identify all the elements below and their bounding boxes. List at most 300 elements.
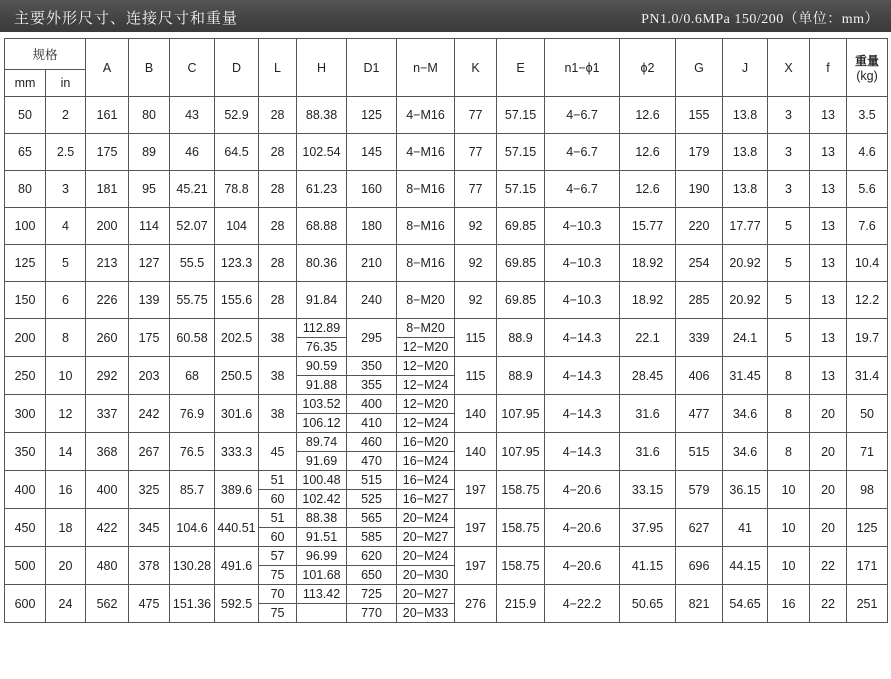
table-cell: 20−M27 bbox=[397, 528, 455, 547]
table-cell: 18.92 bbox=[620, 245, 676, 282]
table-cell: 28 bbox=[259, 97, 297, 134]
table-cell: 50.65 bbox=[620, 585, 676, 623]
table-row bbox=[5, 171, 888, 208]
table-cell: 20−M30 bbox=[397, 566, 455, 585]
table-cell: 10.4 bbox=[847, 245, 888, 282]
table-cell: 91.69 bbox=[297, 452, 347, 471]
table-cell: 4−14.3 bbox=[545, 357, 620, 395]
table-cell: 4−10.3 bbox=[545, 208, 620, 245]
table-cell: 4−20.6 bbox=[545, 547, 620, 585]
table-cell: 77 bbox=[455, 134, 497, 171]
table-cell: 12 bbox=[46, 395, 86, 433]
table-cell: 422 bbox=[86, 509, 129, 547]
header-spec: 规格 bbox=[5, 39, 86, 70]
table-cell: 150 bbox=[5, 282, 46, 319]
table-row bbox=[5, 547, 888, 566]
table-cell: 12.6 bbox=[620, 134, 676, 171]
table-cell: 4−10.3 bbox=[545, 282, 620, 319]
table-row bbox=[5, 433, 888, 452]
table-cell: 158.75 bbox=[497, 547, 545, 585]
table-cell: 115 bbox=[455, 357, 497, 395]
table-cell: 525 bbox=[347, 490, 397, 509]
table-cell: 6 bbox=[46, 282, 86, 319]
table-cell: 37.95 bbox=[620, 509, 676, 547]
table-cell: 3 bbox=[768, 171, 810, 208]
table-cell: 20 bbox=[810, 471, 847, 509]
table-cell: 92 bbox=[455, 282, 497, 319]
table-cell: 389.6 bbox=[215, 471, 259, 509]
table-cell: 75 bbox=[259, 604, 297, 623]
table-cell: 515 bbox=[676, 433, 723, 471]
table-cell: 220 bbox=[676, 208, 723, 245]
header-col: L bbox=[259, 39, 297, 97]
table-cell: 145 bbox=[347, 134, 397, 171]
table-cell: 31.4 bbox=[847, 357, 888, 395]
table-cell: 20 bbox=[810, 509, 847, 547]
table-cell: 16 bbox=[46, 471, 86, 509]
table-cell: 725 bbox=[347, 585, 397, 604]
table-cell: 70 bbox=[259, 585, 297, 604]
table-cell: 254 bbox=[676, 245, 723, 282]
table-cell: 378 bbox=[129, 547, 170, 585]
table-cell: 57.15 bbox=[497, 97, 545, 134]
table-cell: 127 bbox=[129, 245, 170, 282]
table-cell: 102.54 bbox=[297, 134, 347, 171]
table-cell: 4.6 bbox=[847, 134, 888, 171]
table-cell: 52.9 bbox=[215, 97, 259, 134]
table-cell: 3.5 bbox=[847, 97, 888, 134]
table-cell: 158.75 bbox=[497, 509, 545, 547]
table-cell: 477 bbox=[676, 395, 723, 433]
table-cell: 406 bbox=[676, 357, 723, 395]
table-cell: 5 bbox=[46, 245, 86, 282]
table-row bbox=[5, 245, 888, 282]
table-cell: 76.5 bbox=[170, 433, 215, 471]
table-cell: 38 bbox=[259, 319, 297, 357]
table-cell: 13 bbox=[810, 171, 847, 208]
table-cell: 250 bbox=[5, 357, 46, 395]
table-cell: 292 bbox=[86, 357, 129, 395]
table-cell: 210 bbox=[347, 245, 397, 282]
table-cell: 350 bbox=[347, 357, 397, 376]
table-cell: 627 bbox=[676, 509, 723, 547]
table-cell: 33.15 bbox=[620, 471, 676, 509]
table-cell: 12−M20 bbox=[397, 395, 455, 414]
table-cell: 8−M16 bbox=[397, 245, 455, 282]
table-cell: 4 bbox=[46, 208, 86, 245]
header-col: G bbox=[676, 39, 723, 97]
table-cell: 31.6 bbox=[620, 433, 676, 471]
table-cell: 104.6 bbox=[170, 509, 215, 547]
table-cell: 12−M20 bbox=[397, 357, 455, 376]
table-cell: 197 bbox=[455, 547, 497, 585]
table-cell: 3 bbox=[768, 97, 810, 134]
table-cell: 155 bbox=[676, 97, 723, 134]
table-cell: 12−M20 bbox=[397, 338, 455, 357]
table-cell: 102.42 bbox=[297, 490, 347, 509]
table-cell: 103.52 bbox=[297, 395, 347, 414]
table-cell: 203 bbox=[129, 357, 170, 395]
table-cell: 91.88 bbox=[297, 376, 347, 395]
table-cell: 4−6.7 bbox=[545, 97, 620, 134]
table-cell: 69.85 bbox=[497, 282, 545, 319]
table-row bbox=[5, 585, 888, 604]
dimension-table bbox=[4, 38, 888, 623]
table-cell: 80 bbox=[129, 97, 170, 134]
header-col: A bbox=[86, 39, 129, 97]
header-col: B bbox=[129, 39, 170, 97]
table-cell: 95 bbox=[129, 171, 170, 208]
table-cell: 22 bbox=[810, 585, 847, 623]
table-cell: 13 bbox=[810, 282, 847, 319]
table-cell: 5 bbox=[768, 282, 810, 319]
table-cell: 20−M33 bbox=[397, 604, 455, 623]
table-cell: 20−M24 bbox=[397, 547, 455, 566]
table-cell: 197 bbox=[455, 509, 497, 547]
table-cell: 20−M24 bbox=[397, 509, 455, 528]
table-cell: 45 bbox=[259, 433, 297, 471]
table-cell: 155.6 bbox=[215, 282, 259, 319]
table-cell: 13 bbox=[810, 245, 847, 282]
table-cell: 61.23 bbox=[297, 171, 347, 208]
table-cell: 69.85 bbox=[497, 245, 545, 282]
table-cell: 13.8 bbox=[723, 171, 768, 208]
table-cell: 113.42 bbox=[297, 585, 347, 604]
header-weight-unit: (kg) bbox=[856, 69, 878, 83]
table-cell: 8−M16 bbox=[397, 208, 455, 245]
table-cell: 13 bbox=[810, 208, 847, 245]
table-row bbox=[5, 97, 888, 134]
table-cell: 57.15 bbox=[497, 171, 545, 208]
table-cell: 460 bbox=[347, 433, 397, 452]
table-cell: 160 bbox=[347, 171, 397, 208]
table-cell: 2.5 bbox=[46, 134, 86, 171]
table-cell: 197 bbox=[455, 471, 497, 509]
table-cell: 19.7 bbox=[847, 319, 888, 357]
table-cell: 13 bbox=[810, 97, 847, 134]
table-cell: 106.12 bbox=[297, 414, 347, 433]
table-cell: 7.6 bbox=[847, 208, 888, 245]
table-cell: 821 bbox=[676, 585, 723, 623]
table-cell: 339 bbox=[676, 319, 723, 357]
table-cell: 4−14.3 bbox=[545, 433, 620, 471]
table-cell: 4−14.3 bbox=[545, 319, 620, 357]
table-cell: 10 bbox=[768, 547, 810, 585]
table-cell: 52.07 bbox=[170, 208, 215, 245]
table-cell: 440.51 bbox=[215, 509, 259, 547]
table-cell: 107.95 bbox=[497, 433, 545, 471]
table-cell: 16−M24 bbox=[397, 471, 455, 490]
table-cell: 285 bbox=[676, 282, 723, 319]
table-cell: 125 bbox=[5, 245, 46, 282]
table-cell: 696 bbox=[676, 547, 723, 585]
table-cell: 250.5 bbox=[215, 357, 259, 395]
table-cell: 181 bbox=[86, 171, 129, 208]
table-cell: 107.95 bbox=[497, 395, 545, 433]
table-cell: 12−M24 bbox=[397, 414, 455, 433]
table-cell: 44.15 bbox=[723, 547, 768, 585]
table-cell: 620 bbox=[347, 547, 397, 566]
table-cell bbox=[297, 604, 347, 623]
table-cell: 5.6 bbox=[847, 171, 888, 208]
header-col: K bbox=[455, 39, 497, 97]
table-cell: 28 bbox=[259, 171, 297, 208]
table-cell: 20 bbox=[46, 547, 86, 585]
table-cell: 215.9 bbox=[497, 585, 545, 623]
table-cell: 180 bbox=[347, 208, 397, 245]
table-cell: 51 bbox=[259, 509, 297, 528]
table-cell: 202.5 bbox=[215, 319, 259, 357]
table-body bbox=[5, 97, 888, 623]
table-cell: 77 bbox=[455, 171, 497, 208]
table-cell: 100 bbox=[5, 208, 46, 245]
table-cell: 4−20.6 bbox=[545, 509, 620, 547]
table-cell: 78.8 bbox=[215, 171, 259, 208]
table-cell: 57 bbox=[259, 547, 297, 566]
table-cell: 24 bbox=[46, 585, 86, 623]
table-cell: 89 bbox=[129, 134, 170, 171]
table-cell: 114 bbox=[129, 208, 170, 245]
table-title: 主要外形尺寸、连接尺寸和重量 bbox=[14, 11, 239, 27]
table-cell: 68.88 bbox=[297, 208, 347, 245]
table-cell: 171 bbox=[847, 547, 888, 585]
header-col: n1−ϕ1 bbox=[545, 39, 620, 97]
table-cell: 5 bbox=[768, 245, 810, 282]
table-cell: 3 bbox=[46, 171, 86, 208]
table-cell: 5 bbox=[768, 208, 810, 245]
table-row bbox=[5, 509, 888, 528]
header-col: n−M bbox=[397, 39, 455, 97]
table-cell: 13.8 bbox=[723, 97, 768, 134]
table-cell: 88.9 bbox=[497, 319, 545, 357]
table-cell: 50 bbox=[5, 97, 46, 134]
table-cell: 4−10.3 bbox=[545, 245, 620, 282]
table-cell: 267 bbox=[129, 433, 170, 471]
table-cell: 400 bbox=[5, 471, 46, 509]
table-cell: 10 bbox=[768, 471, 810, 509]
table-cell: 16−M27 bbox=[397, 490, 455, 509]
table-cell: 333.3 bbox=[215, 433, 259, 471]
table-cell: 10 bbox=[768, 509, 810, 547]
header-in: in bbox=[46, 70, 86, 97]
table-cell: 4−M16 bbox=[397, 97, 455, 134]
table-cell: 8 bbox=[46, 319, 86, 357]
table-cell: 213 bbox=[86, 245, 129, 282]
header-col: J bbox=[723, 39, 768, 97]
table-cell: 96.99 bbox=[297, 547, 347, 566]
table-cell: 41.15 bbox=[620, 547, 676, 585]
table-cell: 565 bbox=[347, 509, 397, 528]
header-weight bbox=[847, 39, 888, 97]
table-cell: 45.21 bbox=[170, 171, 215, 208]
table-cell: 20 bbox=[810, 395, 847, 433]
table-cell: 57.15 bbox=[497, 134, 545, 171]
header-mm: mm bbox=[5, 70, 46, 97]
table-cell: 14 bbox=[46, 433, 86, 471]
table-cell: 65 bbox=[5, 134, 46, 171]
table-cell: 8−M16 bbox=[397, 171, 455, 208]
table-cell: 500 bbox=[5, 547, 46, 585]
table-cell: 101.68 bbox=[297, 566, 347, 585]
table-cell: 18.92 bbox=[620, 282, 676, 319]
table-cell: 55.75 bbox=[170, 282, 215, 319]
table-row bbox=[5, 282, 888, 319]
table-cell: 325 bbox=[129, 471, 170, 509]
table-cell: 75 bbox=[259, 566, 297, 585]
table-row bbox=[5, 208, 888, 245]
table-cell: 260 bbox=[86, 319, 129, 357]
table-cell: 4−6.7 bbox=[545, 134, 620, 171]
title-bar bbox=[0, 0, 891, 32]
table-cell: 355 bbox=[347, 376, 397, 395]
table-cell: 88.38 bbox=[297, 97, 347, 134]
table-cell: 400 bbox=[86, 471, 129, 509]
table-cell: 76.9 bbox=[170, 395, 215, 433]
table-cell: 80.36 bbox=[297, 245, 347, 282]
table-cell: 24.1 bbox=[723, 319, 768, 357]
table-cell: 36.15 bbox=[723, 471, 768, 509]
header-col: H bbox=[297, 39, 347, 97]
table-cell: 200 bbox=[86, 208, 129, 245]
table-cell: 337 bbox=[86, 395, 129, 433]
table-cell: 15.77 bbox=[620, 208, 676, 245]
table-cell: 240 bbox=[347, 282, 397, 319]
table-cell: 68 bbox=[170, 357, 215, 395]
table-cell: 20−M27 bbox=[397, 585, 455, 604]
table-cell: 295 bbox=[347, 319, 397, 357]
table-cell: 22 bbox=[810, 547, 847, 585]
table-cell: 125 bbox=[347, 97, 397, 134]
table-cell: 470 bbox=[347, 452, 397, 471]
table-cell: 20.92 bbox=[723, 282, 768, 319]
table-cell: 300 bbox=[5, 395, 46, 433]
table-cell: 4−20.6 bbox=[545, 471, 620, 509]
table-cell: 92 bbox=[455, 245, 497, 282]
table-cell: 98 bbox=[847, 471, 888, 509]
header-col: f bbox=[810, 39, 847, 97]
table-cell: 175 bbox=[86, 134, 129, 171]
table-cell: 91.84 bbox=[297, 282, 347, 319]
table-cell: 100.48 bbox=[297, 471, 347, 490]
table-cell: 140 bbox=[455, 395, 497, 433]
header-col: ϕ2 bbox=[620, 39, 676, 97]
table-cell: 22.1 bbox=[620, 319, 676, 357]
table-cell: 71 bbox=[847, 433, 888, 471]
header-weight-label: 重量 bbox=[855, 54, 880, 68]
table-cell: 4−6.7 bbox=[545, 171, 620, 208]
table-cell: 151.36 bbox=[170, 585, 215, 623]
table-cell: 28 bbox=[259, 245, 297, 282]
table-cell: 123.3 bbox=[215, 245, 259, 282]
table-cell: 242 bbox=[129, 395, 170, 433]
table-cell: 8 bbox=[768, 433, 810, 471]
table-cell: 650 bbox=[347, 566, 397, 585]
table-cell: 139 bbox=[129, 282, 170, 319]
table-cell: 60 bbox=[259, 528, 297, 547]
table-cell: 12.6 bbox=[620, 171, 676, 208]
table-cell: 60 bbox=[259, 490, 297, 509]
table-row bbox=[5, 357, 888, 376]
table-cell: 400 bbox=[347, 395, 397, 414]
table-cell: 38 bbox=[259, 357, 297, 395]
table-cell: 600 bbox=[5, 585, 46, 623]
table-cell: 88.38 bbox=[297, 509, 347, 528]
table-cell: 69.85 bbox=[497, 208, 545, 245]
table-cell: 76.35 bbox=[297, 338, 347, 357]
header-col: D bbox=[215, 39, 259, 97]
table-cell: 368 bbox=[86, 433, 129, 471]
table-cell: 4−M16 bbox=[397, 134, 455, 171]
table-cell: 77 bbox=[455, 97, 497, 134]
table-cell: 28 bbox=[259, 282, 297, 319]
table-cell: 88.9 bbox=[497, 357, 545, 395]
table-cell: 16−M20 bbox=[397, 433, 455, 452]
table-cell: 16 bbox=[768, 585, 810, 623]
table-cell: 41 bbox=[723, 509, 768, 547]
table-cell: 140 bbox=[455, 433, 497, 471]
table-cell: 46 bbox=[170, 134, 215, 171]
table-cell: 4−22.2 bbox=[545, 585, 620, 623]
table-cell: 190 bbox=[676, 171, 723, 208]
table-cell: 226 bbox=[86, 282, 129, 319]
table-cell: 80 bbox=[5, 171, 46, 208]
table-cell: 345 bbox=[129, 509, 170, 547]
table-cell: 89.74 bbox=[297, 433, 347, 452]
table-cell: 17.77 bbox=[723, 208, 768, 245]
table-cell: 13 bbox=[810, 357, 847, 395]
table-cell: 585 bbox=[347, 528, 397, 547]
header-col: D1 bbox=[347, 39, 397, 97]
table-cell: 491.6 bbox=[215, 547, 259, 585]
table-cell: 179 bbox=[676, 134, 723, 171]
table-row bbox=[5, 395, 888, 414]
table-cell: 92 bbox=[455, 208, 497, 245]
table-cell: 301.6 bbox=[215, 395, 259, 433]
table-row bbox=[5, 134, 888, 171]
table-row bbox=[5, 319, 888, 338]
table-cell: 8−M20 bbox=[397, 319, 455, 338]
table-cell: 38 bbox=[259, 395, 297, 433]
header-col: X bbox=[768, 39, 810, 97]
table-cell: 43 bbox=[170, 97, 215, 134]
table-cell: 13 bbox=[810, 134, 847, 171]
table-cell: 350 bbox=[5, 433, 46, 471]
table-cell: 8 bbox=[768, 357, 810, 395]
table-cell: 60.58 bbox=[170, 319, 215, 357]
table-cell: 480 bbox=[86, 547, 129, 585]
header-col: E bbox=[497, 39, 545, 97]
table-cell: 13 bbox=[810, 319, 847, 357]
table-unit-note: PN1.0/0.6MPa 150/200（单位：mm） bbox=[641, 12, 879, 27]
table-cell: 18 bbox=[46, 509, 86, 547]
table-cell: 175 bbox=[129, 319, 170, 357]
table-cell: 251 bbox=[847, 585, 888, 623]
table-cell: 5 bbox=[768, 319, 810, 357]
table-cell: 34.6 bbox=[723, 395, 768, 433]
table-cell: 34.6 bbox=[723, 433, 768, 471]
table-cell: 85.7 bbox=[170, 471, 215, 509]
table-cell: 13.8 bbox=[723, 134, 768, 171]
table-cell: 16−M24 bbox=[397, 452, 455, 471]
table-cell: 90.59 bbox=[297, 357, 347, 376]
table-cell: 130.28 bbox=[170, 547, 215, 585]
table-cell: 50 bbox=[847, 395, 888, 433]
table-cell: 20.92 bbox=[723, 245, 768, 282]
table-cell: 200 bbox=[5, 319, 46, 357]
table-cell: 115 bbox=[455, 319, 497, 357]
table-cell: 161 bbox=[86, 97, 129, 134]
table-cell: 4−14.3 bbox=[545, 395, 620, 433]
